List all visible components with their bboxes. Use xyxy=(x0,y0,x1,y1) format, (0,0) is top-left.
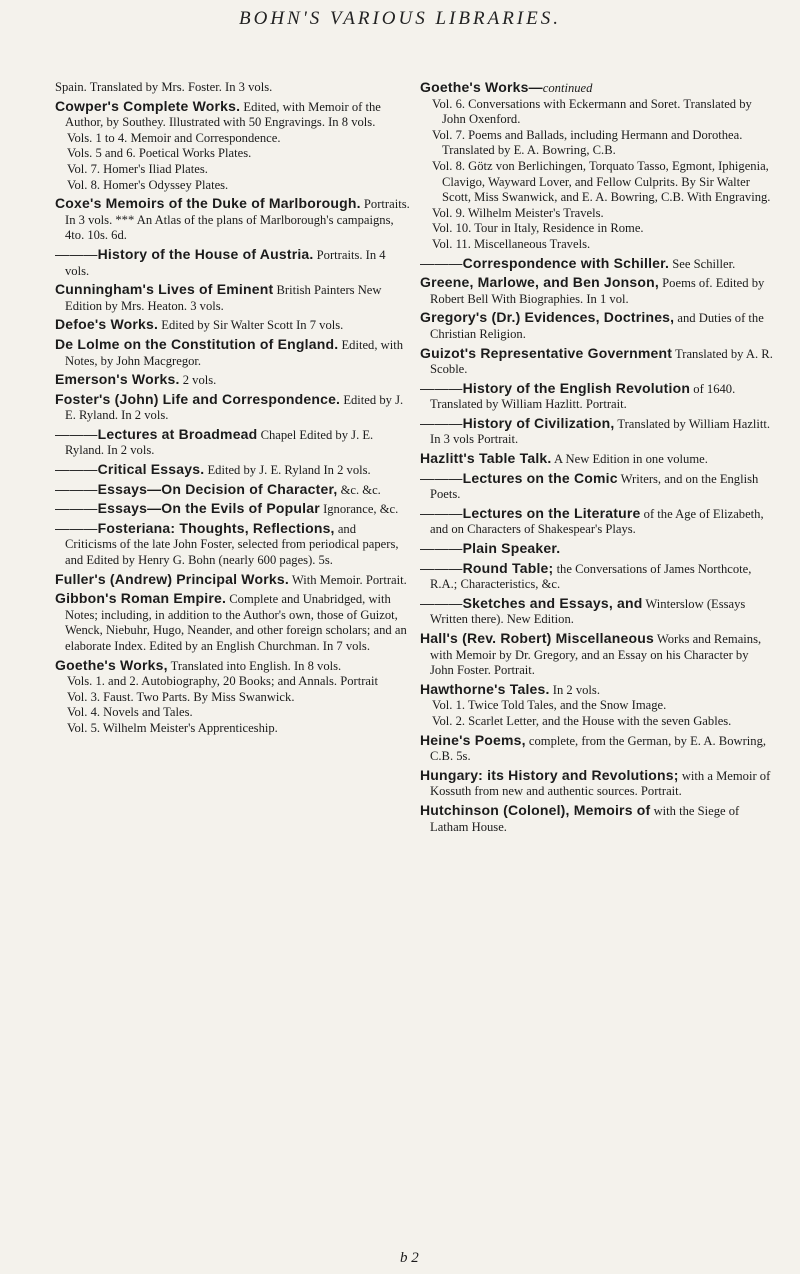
entry-body: Works and Remains, with Memoir by Dr. Gregory, and an Essay on his Character by John Foster. Portrait. xyxy=(430,632,762,678)
catalog-entry xyxy=(420,275,775,307)
catalog-entry xyxy=(55,282,410,314)
volume-line: Vol. 1. Twice Told Tales, and the Snow Image. xyxy=(432,698,667,713)
catalog-entry xyxy=(55,99,410,194)
volume-line: Vol. 11. Miscellaneous Travels. xyxy=(432,236,591,251)
entry-title: Defoe's Works. xyxy=(55,316,159,333)
entry-body: Edited by J. E. Ryland. In 2 vols. xyxy=(65,392,404,423)
catalog-entry xyxy=(55,482,410,499)
entry-body: British Painters New Edition by Mrs. Heaton. 3 vols. xyxy=(65,283,382,313)
entry-title: Gibbon's Roman Empire. xyxy=(55,590,227,607)
entry-title: Greene, Marlowe, and Ben Jonson, xyxy=(420,274,660,291)
volume-line: Vol. 7. Poems and Ballads, including Hermann and Dorothea. Translated by E. A. Bowring, C.B. xyxy=(432,127,743,158)
catalog-entry xyxy=(420,416,775,448)
entry-title: ——— Correspondence with Schiller. xyxy=(420,255,669,271)
entry-title: Hall's (Rev. Robert) Miscellaneous xyxy=(420,630,654,646)
volume-line: Vol. 4. Novels and Tales. xyxy=(67,705,193,720)
entry-title: ——— History of the English Revolution xyxy=(420,380,690,396)
entry-title: ——— Lectures on the Comic xyxy=(420,470,618,486)
catalog-entry xyxy=(420,346,775,378)
entry-body: Ignorance, &c. xyxy=(323,502,399,517)
entry-title: Fuller's (Andrew) Principal Works. xyxy=(55,570,289,587)
volume-line: Vol. 10. Tour in Italy, Residence in Rome. xyxy=(432,221,644,236)
entry-title: ——— Essays—On Decision of Character, xyxy=(55,481,337,497)
volume-line: Vol. 3. Faust. Two Parts. By Miss Swanwick. xyxy=(67,689,295,704)
volume-line: Vol. 2. Scarlet Letter, and the House with the seven Gables. xyxy=(432,713,732,728)
entry-body: In 2 vols. xyxy=(552,682,600,697)
entry-body: Chapel Edited by J. E. Ryland. In 2 vols. xyxy=(65,427,374,458)
catalog-entry xyxy=(420,256,775,273)
entry-body: Edited by Sir Walter Scott In 7 vols. xyxy=(161,318,344,333)
entry-title: ——— History of Civilization, xyxy=(420,415,614,431)
catalog-entry xyxy=(420,506,775,538)
entry-title: ——— Critical Essays. xyxy=(55,461,204,477)
volume-line: Vol. 9. Wilhelm Meister's Travels. xyxy=(432,205,604,220)
entry-title: Goethe's Works— xyxy=(420,79,543,95)
entry-title: Hungary: its History and Revolutions; xyxy=(420,766,679,783)
entry-title: ——— Round Table; xyxy=(420,560,553,576)
entry-title: Coxe's Memoirs of the Duke of Marlborough. xyxy=(55,195,361,212)
entry-title: ——— Sketches and Essays, and xyxy=(420,595,643,611)
entry-body: Spain. Translated by Mrs. Foster. In 3 vols. xyxy=(55,80,273,94)
entry-body: Winterslow (Essays Written there). New Edition. xyxy=(430,596,746,627)
volume-line: Vols. 1. and 2. Autobiography, 20 Books; and Annals. Portrait xyxy=(67,674,378,689)
entry-body: Edited, with Notes, by John Macgregor. xyxy=(65,337,404,368)
entry-title: Guizot's Representative Government xyxy=(420,344,673,361)
catalog-entry xyxy=(55,462,410,479)
catalog-entry xyxy=(420,451,775,468)
entry-title-continued: continued xyxy=(542,81,593,95)
catalog-entry xyxy=(55,80,410,96)
volume-line: Vol. 7. Homer's Iliad Plates. xyxy=(67,161,208,176)
catalog-entry xyxy=(420,733,775,765)
entry-title: Hutchinson (Colonel), Memoirs of xyxy=(420,801,651,818)
entry-body: the Conversations of James Northcote, R.A.; Characteristics, &c. xyxy=(430,561,752,592)
page-header: BOHN'S VARIOUS LIBRARIES. xyxy=(239,8,561,29)
entry-body: A New Edition in one volume. xyxy=(553,452,708,467)
entry-body: See Schiller. xyxy=(672,256,736,271)
entry-body: and Criticisms of the late John Foster, selected from periodical papers, and Edited by Henry G. Bohn (nearly 600 pages). 5s. xyxy=(65,521,399,568)
volume-line: Vol. 5. Wilhelm Meister's Apprenticeship. xyxy=(67,720,278,735)
entry-title: Hawthorne's Tales. xyxy=(420,680,550,697)
volume-line: Vol. 8. Homer's Odyssey Plates. xyxy=(67,177,229,192)
entry-title: Goethe's Works, xyxy=(55,656,168,673)
entry-title: ——— Essays—On the Evils of Popular xyxy=(55,500,320,516)
catalog-entry xyxy=(420,471,775,503)
entry-body: Edited, with Memoir of the Author, by Southey. Illustrated with 50 Engravings. In 8 vols. xyxy=(65,99,381,130)
catalog-entry xyxy=(420,631,775,679)
right-column xyxy=(420,80,775,838)
entry-body: of 1640. Translated by William Hazlitt. Portrait. xyxy=(430,381,736,412)
entry-title: Hazlitt's Table Talk. xyxy=(420,450,552,467)
catalog-entry xyxy=(420,803,775,835)
catalog-entry xyxy=(420,768,775,800)
catalog-entry xyxy=(420,596,775,628)
signature-mark: b 2 xyxy=(400,1250,419,1266)
volume-line: Vols. 5 and 6. Poetical Works Plates. xyxy=(67,146,252,161)
entry-body: complete, from the German, by E. A. Bowring, C.B. 5s. xyxy=(430,733,767,764)
entry-body: Portraits. In 3 vols. *** An Atlas of the plans of Marlborough's campaigns, 4to. 10s. 6d. xyxy=(65,197,410,243)
catalog-entry xyxy=(55,591,410,654)
entry-body: With Memoir. Portrait. xyxy=(291,572,407,587)
catalog-entry xyxy=(420,310,775,342)
catalog-entry xyxy=(55,427,410,459)
volume-line: Vol. 8. Götz von Berlichingen, Torquato Tasso, Egmont, Iphigenia, Clavigo, Wayward Lover, and Fellow Culprits. By Sir Walter Scott, Miss Swanwick, and E. A. Bowring, C.B. With Engraving. xyxy=(432,158,771,205)
entry-body: and Duties of the Christian Religion. xyxy=(430,311,764,341)
entry-body: &c. &c. xyxy=(340,482,381,497)
volume-line: Vol. 6. Conversations with Eckermann and Soret. Translated by John Oxenford. xyxy=(432,96,752,127)
entry-title: ——— Plain Speaker. xyxy=(420,540,560,556)
catalog-entry xyxy=(55,392,410,424)
catalog-entry xyxy=(55,658,410,737)
catalog-entry xyxy=(55,521,410,569)
entry-title: Foster's (John) Life and Correspondence. xyxy=(55,390,341,407)
catalog-entry xyxy=(420,80,775,253)
entry-body: Translated by A. R. Scoble. xyxy=(430,346,773,377)
entry-title: Cowper's Complete Works. xyxy=(55,97,241,114)
entry-body: with a Memoir of Kossuth from new and authentic sources. Portrait. xyxy=(430,768,771,799)
entry-title: ——— Fosteriana: Thoughts, Reflections, xyxy=(55,520,335,536)
entry-title: Heine's Poems, xyxy=(420,731,526,748)
catalog-entry xyxy=(420,381,775,413)
volume-line: Vols. 1 to 4. Memoir and Correspondence. xyxy=(67,130,281,145)
catalog-entry xyxy=(420,682,775,730)
entry-body: of the Age of Elizabeth, and on Characters of Shakespear's Plays. xyxy=(430,506,764,537)
entry-title: ——— Lectures at Broadmead xyxy=(55,426,257,442)
entry-title: Gregory's (Dr.) Evidences, Doctrines, xyxy=(420,309,675,326)
entry-body: Writers, and on the English Poets. xyxy=(430,471,759,502)
entry-title: ——— Lectures on the Literature xyxy=(420,505,641,521)
left-column xyxy=(55,80,410,740)
catalog-entry xyxy=(55,501,410,518)
catalog-entry xyxy=(55,196,410,244)
entry-title: De Lolme on the Constitution of England. xyxy=(55,335,339,352)
entry-title: Cunningham's Lives of Eminent xyxy=(55,281,274,298)
entry-body: Complete and Unabridged, with Notes; including, in addition to the Author's own, those of Guizot, Wenck, Niebuhr, Hugo, Neander, and other foreign scholars; and an elaborate Index. Edited by an English Churchman. In 7 vols. xyxy=(65,592,407,653)
catalog-entry xyxy=(55,372,410,389)
catalog-entry xyxy=(55,317,410,334)
entry-body: Edited by J. E. Ryland In 2 vols. xyxy=(207,463,371,478)
catalog-entry xyxy=(55,337,410,369)
entry-body: with the Siege of Latham House. xyxy=(430,803,740,834)
catalog-entry xyxy=(420,541,775,558)
entry-body: 2 vols. xyxy=(182,373,217,388)
entry-title: ——— History of the House of Austria. xyxy=(55,246,314,262)
catalog-entry xyxy=(55,247,410,279)
catalog-entry xyxy=(55,572,410,589)
entry-body: Portraits. In 4 vols. xyxy=(65,247,386,278)
entry-body: Poems of. Edited by Robert Bell With Biographies. In 1 vol. xyxy=(430,276,765,306)
entry-body: Translated into English. In 8 vols. xyxy=(170,658,342,673)
entry-body: Translated by William Hazlitt. In 3 vols Portrait. xyxy=(430,416,771,447)
catalog-entry xyxy=(420,561,775,593)
entry-title: Emerson's Works. xyxy=(55,371,180,388)
